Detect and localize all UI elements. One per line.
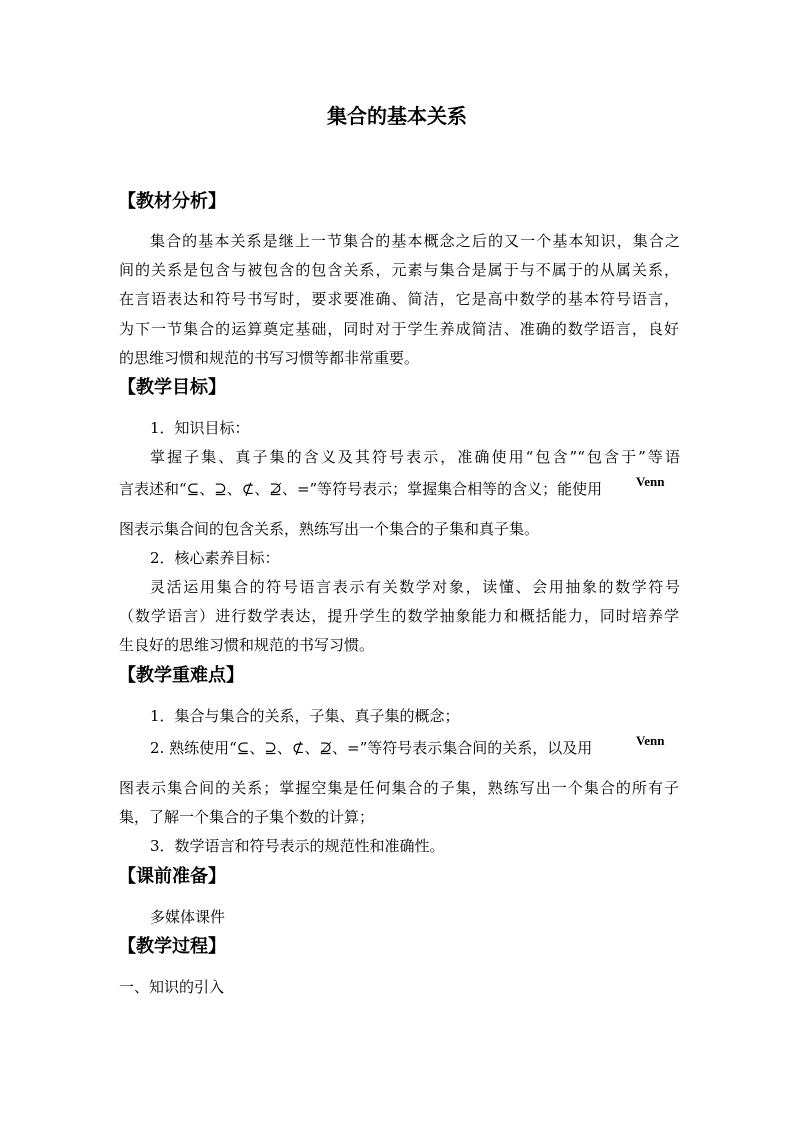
keypoint-1: 1．集合与集合的关系，子集、真子集的概念；: [150, 707, 460, 725]
heading-process: 【教学过程】: [118, 936, 226, 957]
analysis-line-4: 为下一节集合的运算奠定基础，同时对于学生养成简洁、准确的数学语言，良好: [119, 320, 679, 338]
venn-label-1: [636, 474, 686, 501]
preparation-content: 多媒体课件: [150, 908, 226, 926]
heading-material-analysis: 【教材分析】: [118, 191, 226, 212]
heading-teaching-goals: 【教学目标】: [118, 377, 226, 398]
document-title: 集合的基本关系: [327, 104, 467, 128]
goal-knowledge-line-2: 言表述和“⊆、⊇、⊄、⊉、=”等符号表示；掌握集合相等的含义；能使用: [119, 480, 603, 498]
goal-literacy-line-2: （数学语言）进行数学表达，提升学生的数学抽象能力和概括能力，同时培养学: [119, 607, 679, 625]
analysis-line-1: 集合的基本关系是继上一节集合的基本概念之后的又一个基本知识，集合之: [150, 232, 680, 250]
keypoint-2-line-1: 2. 熟练使用“⊆、⊇、⊄、⊉、=”等符号表示集合间的关系，以及用: [150, 739, 593, 757]
goal-literacy-line-3: 生良好的思维习惯和规范的书写习惯。: [119, 636, 375, 654]
goal-knowledge-line-3: 图表示集合间的包含关系，熟练写出一个集合的子集和真子集。: [119, 520, 540, 538]
keypoint-3: 3．数学语言和符号表示的规范性和准确性。: [150, 837, 445, 855]
heading-preparation: 【课前准备】: [118, 866, 226, 887]
keypoint-2-line-3: 集，了解一个集合的子集个数的计算；: [119, 808, 375, 826]
analysis-line-3: 在言语表达和符号书写时，要求要准确、简洁，它是高中数学的基本符号语言，: [119, 290, 679, 308]
goal-literacy-line-1: 灵活运用集合的符号语言表示有关数学对象，读懂、会用抽象的数学符号: [150, 578, 680, 596]
goal-literacy-label: 2．核心素养目标：: [150, 549, 280, 567]
goal-knowledge-label: 1．知识目标：: [150, 419, 250, 437]
goal-knowledge-line-1: 掌握子集、真子集的含义及其符号表示，准确使用“包含”“包含于”等语: [150, 448, 680, 466]
keypoint-2-line-2: 图表示集合间的关系；掌握空集是任何集合的子集，熟练写出一个集合的所有子: [119, 779, 679, 797]
analysis-line-5: 的思维习惯和规范的书写习惯等都非常重要。: [119, 349, 420, 367]
process-item-1: 一、知识的引入: [119, 978, 225, 996]
venn-word: Venn: [636, 733, 665, 748]
venn-word: Venn: [636, 474, 665, 489]
heading-key-points: 【教学重难点】: [118, 665, 244, 686]
analysis-line-2: 间的关系是包含与被包含的包含关系，元素与集合是属于与不属于的从属关系，: [119, 261, 679, 279]
venn-label-2: [636, 733, 686, 760]
